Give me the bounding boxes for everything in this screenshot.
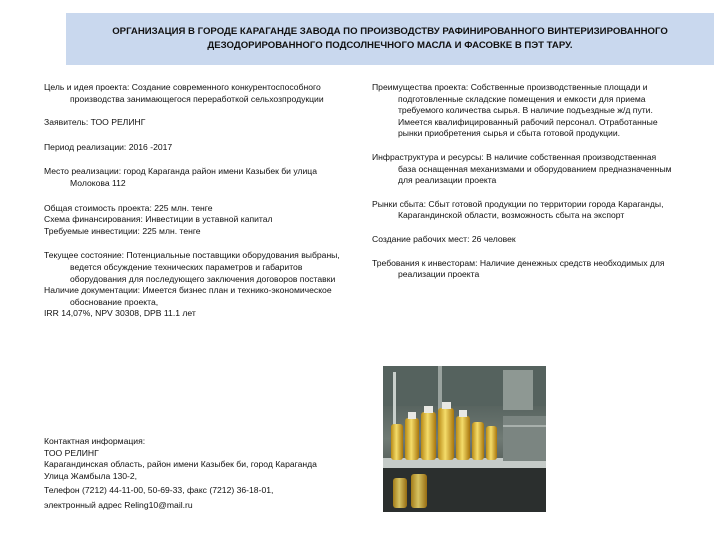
contacts-heading: Контактная информация: xyxy=(44,436,146,446)
required-investment: Требуемые инвестиции: 225 млн. тенге xyxy=(44,225,201,236)
contact-block xyxy=(44,436,354,512)
financial-metrics: IRR 14,07%, NPV 30308, DPB 11.1 лет xyxy=(44,308,196,319)
right-column xyxy=(372,82,672,281)
left-column xyxy=(44,82,354,320)
contacts-street: Улица Жамбыла 130-2, xyxy=(44,470,138,481)
investor-requirements: Требования к инвесторам: Наличие денежных средств необходимых для реализации проекта xyxy=(372,257,665,280)
total-cost: Общая стоимость проекта: 225 млн. тенге xyxy=(44,202,213,213)
infrastructure-resources: Инфраструктура и ресурсы: В наличие собственная производственная база оснащенная механизмами и оборудованием предназначенным для реализации проекта xyxy=(372,151,672,186)
oil-bottling-line-photo xyxy=(383,366,546,512)
applicant: Заявитель: ТОО РЕЛИНГ xyxy=(44,117,146,128)
contacts-phone: Телефон (7212) 44-11-00, 50-69-33, факс (7212) 36-18-01, xyxy=(44,485,274,496)
implementation-location: Место реализации: город Караганда район имени Казыбек би улица Молокова 112 xyxy=(44,166,317,188)
job-creation: Создание рабочих мест: 26 человек xyxy=(372,233,516,244)
sales-markets: Рынки сбыта: Сбыт готовой продукции по территории города Караганды, Карагандинской области, возможность сбыта на экспорт xyxy=(372,198,664,221)
header-banner xyxy=(66,13,714,65)
contacts-email: электронный адрес Reling10@mail.ru xyxy=(44,499,193,510)
documentation: Наличие документации: Имеется бизнес план и технико-экономическое обоснование проекта, xyxy=(44,285,332,307)
contacts-company: ТОО РЕЛИНГ xyxy=(44,447,99,458)
page-title: ОРГАНИЗАЦИЯ В ГОРОДЕ КАРАГАНДЕ ЗАВОДА ПО ПРОИЗВОДСТВУ РАФИНИРОВАННОГО ВИНТЕРИЗИРОВАННОГО ДЕЗОДОРИРОВАННОГО ПОДСОЛНЕЧНОГО МАСЛА И ФАСОВКЕ В ПЭТ ТАРУ. xyxy=(112,26,668,51)
current-state: Текущее состояние: Потенциальные поставщики оборудования выбраны, ведется обсуждение технических параметров и габаритов оборудования для последующего заключения договоров поставки xyxy=(44,250,340,284)
financing-scheme: Схема финансирования: Инвестиции в уставной капитал xyxy=(44,214,273,225)
implementation-period: Период реализации: 2016 -2017 xyxy=(44,141,173,152)
project-advantages: Преимущества проекта: Собственные производственные площади и подготовленные складские помещения и емкости для приема требуемого количества сырья. В наличие подъездные ж/д пути. Имеется квалифицированный рабочий персонал. Отработанные рынки приобретения сырья и сбыта готовой продукции. xyxy=(372,82,658,139)
project-goal: Цель и идея проекта: Создание современного конкурентоспособного производства занимающегося переработкой сельхозпродукции xyxy=(44,82,324,104)
contacts-region: Карагандинская область, район имени Казыбек би, город Караганда xyxy=(44,459,317,470)
